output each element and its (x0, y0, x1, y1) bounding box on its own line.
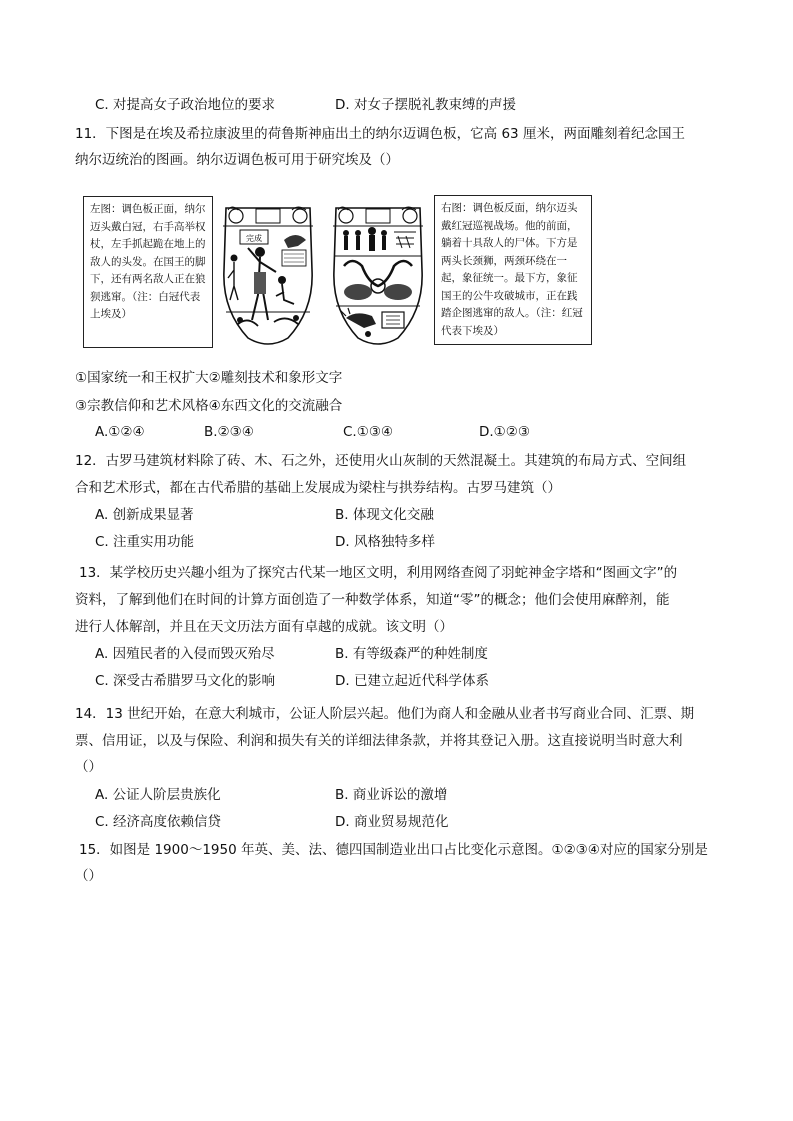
q15-stem-line1: 15．如图是 1900～1950 年英、美、法、德四国制造业出口占比变化示意图。①②③④对应的国家分别是 (79, 842, 708, 858)
q12-option-d: D. 风格独特多样 (335, 534, 435, 550)
q13-option-b: B. 有等级森严的种姓制度 (335, 646, 488, 662)
q11-stem-line2: 纳尔迈统治的图画。纳尔迈调色板可用于研究埃及（） (75, 152, 399, 168)
q14-stem-line3: （） (75, 759, 102, 775)
q11-option-b: B.②③④ (204, 424, 254, 440)
palette-label: 完成 (246, 234, 262, 243)
q12-option-c: C. 注重实用功能 (95, 534, 195, 550)
narmer-palette-front-image (218, 200, 318, 350)
q11-option-a: A.①②④ (95, 424, 145, 440)
right-caption-box (434, 195, 592, 345)
narmer-palette-back-image (328, 200, 428, 350)
q11-option-c: C.①③④ (343, 424, 394, 440)
q14-option-d: D. 商业贸易规范化 (335, 814, 449, 830)
q13-stem-line3: 进行人体解剖，并且在天文历法方面有卓越的成就。该文明（） (75, 619, 453, 635)
q13-option-a: A. 因殖民者的入侵而毁灭殆尽 (95, 646, 275, 662)
q13-option-c: C. 深受古希腊罗马文化的影响 (95, 673, 276, 689)
q14-stem-line1: 14．13 世纪开始，在意大利城市，公证人阶层兴起。他们为商人和金融从业者书写商业合同、汇票、期 (75, 706, 695, 722)
q14-option-a: A. 公证人阶层贵族化 (95, 787, 221, 803)
q15-stem-line2: （） (75, 868, 102, 884)
q12-stem-line2: 合和艺术形式，都在古代希腊的基础上发展成为梁柱与拱券结构。古罗马建筑（） (75, 480, 561, 496)
q11-items-line2: ③宗教信仰和艺术风格④东西文化的交流融合 (75, 398, 343, 414)
q13-stem-line2: 资料，了解到他们在时间的计算方面创造了一种数学体系，知道“零”的概念；他们会使用麻醉剂，能 (75, 592, 670, 608)
q12-option-a: A. 创新成果显著 (95, 507, 194, 523)
q13-stem-line1: 13．某学校历史兴趣小组为了探究古代某一地区文明，利用网络查阅了羽蛇神金字塔和“图画文字”的 (79, 565, 678, 581)
right-caption-text: 右图：调色板反面，纳尔迈头戴红冠巡视战场。他的前面，躺着十具敌人的尸体。下方是两头长颈狮，两颈环绕在一起，象征统一。最下方，象征国王的公牛攻破城市，正在践踏企图逃窜的敌人。（注：红冠代表下埃及） (441, 202, 583, 337)
left-caption-box (83, 196, 213, 348)
q11-option-d: D.①②③ (479, 424, 530, 440)
q14-option-b: B. 商业诉讼的激增 (335, 787, 448, 803)
left-caption-text: 左图：调色板正面，纳尔迈头戴白冠，右手高举权杖，左手抓起跪在地上的敌人的头发。在国王的脚下，还有两名敌人正在狼狈逃窜。（注：白冠代表上埃及） (90, 203, 206, 320)
q11-items-line1: ①国家统一和王权扩大②雕刻技术和象形文字 (75, 370, 343, 386)
q14-stem-line2: 票、信用证，以及与保险、利润和损失有关的详细法律条款，并将其登记入册。这直接说明当时意大利 (75, 733, 683, 749)
q11-stem-line1: 11．下图是在埃及希拉康波里的荷鲁斯神庙出土的纳尔迈调色板，它高 63 厘米，两面雕刻着纪念国王 (75, 126, 685, 142)
q12-stem-line1: 12．古罗马建筑材料除了砖、木、石之外，还使用火山灰制的天然混凝土。其建筑的布局方式、空间组 (75, 453, 687, 469)
q10-option-d: D. 对女子摆脱礼教束缚的声援 (335, 97, 516, 113)
q13-option-d: D. 已建立起近代科学体系 (335, 673, 489, 689)
q14-option-c: C. 经济高度依赖信贷 (95, 814, 222, 830)
q12-option-b: B. 体现文化交融 (335, 507, 434, 523)
q10-option-c: C. 对提高女子政治地位的要求 (95, 97, 276, 113)
